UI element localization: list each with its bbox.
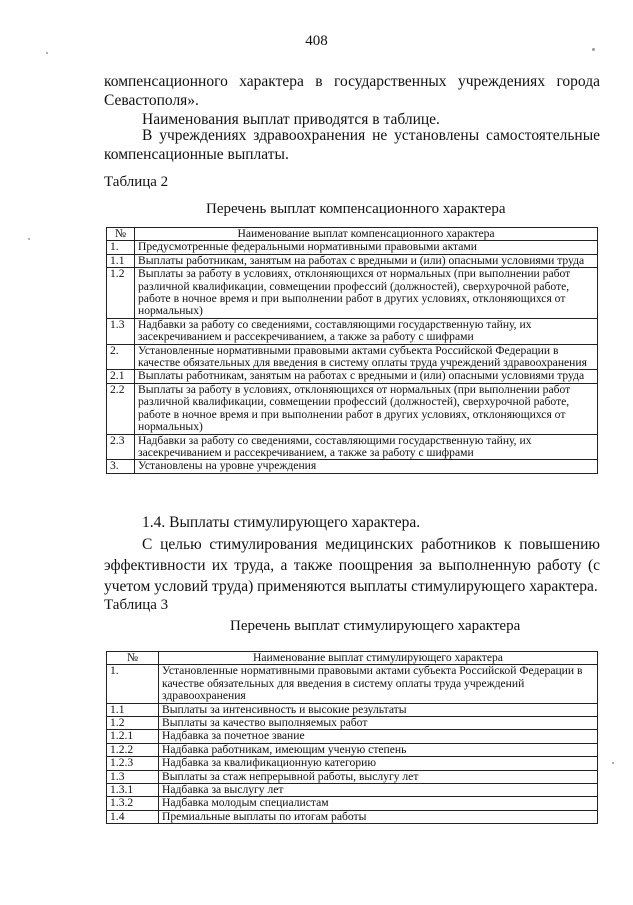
table-row bbox=[107, 784, 598, 797]
row-text: Надбавки за работу со сведениями, составляющими государственную тайну, их засекречиванием и рассекречиванием, а также за работу с шифрами bbox=[135, 318, 598, 344]
row-text: Установленные нормативными правовыми актами субъекта Российской Федерации в качестве обязательных для введения в систему оплаты труда учреждений здравоохранения bbox=[135, 344, 598, 370]
row-number: 2.1 bbox=[107, 370, 135, 383]
table-row bbox=[107, 254, 598, 267]
row-number: 1.2 bbox=[107, 717, 159, 730]
section-text: С целью стимулирования медицинских работников к повышению эффективности их труда, а также поощрения за выполненную работу (с учетом условий труда) применяются выплаты стимулирующего характера. bbox=[104, 536, 600, 595]
row-text: Надбавка работникам, имеющим ученую степень bbox=[159, 743, 598, 756]
row-number: 1.1 bbox=[107, 254, 135, 267]
table-row bbox=[107, 730, 598, 743]
table-row bbox=[107, 268, 598, 319]
scan-speck bbox=[28, 238, 30, 240]
row-number: 1.3 bbox=[107, 770, 159, 783]
column-header-name: Наименование выплат компенсационного характера bbox=[135, 228, 598, 241]
table-row bbox=[107, 241, 598, 254]
table3 bbox=[106, 651, 598, 824]
table2 bbox=[106, 227, 598, 474]
table2-title: Перечень выплат компенсационного характера bbox=[206, 201, 506, 217]
row-text: Надбавки за работу со сведениями, составляющими государственную тайну, их засекречиванием и рассекречиванием, а также за работу с шифрами bbox=[135, 434, 598, 460]
row-number: 1.1 bbox=[107, 703, 159, 716]
row-text: Выплаты работникам, занятым на работах с вредными и (или) опасными условиями труда bbox=[135, 370, 598, 383]
table-row bbox=[107, 797, 598, 810]
row-text: Выплаты за качество выполняемых работ bbox=[159, 717, 598, 730]
table2-label: Таблица 2 bbox=[104, 174, 169, 190]
row-number: 3. bbox=[107, 460, 135, 473]
table3-label: Таблица 3 bbox=[104, 597, 169, 613]
table-row bbox=[107, 770, 598, 783]
paragraph-continuation: компенсационного характера в государственных учреждениях города Севастополя». bbox=[104, 73, 600, 109]
table-row bbox=[107, 383, 598, 434]
row-text: Выплаты за работу в условиях, отклоняющихся от нормальных (при выполнении работ различной квалификации, совмещении профессий (должностей), сверхурочной работе, работе в ночное время и при выполнении работ в других условиях, отклоняющихся от нормальных) bbox=[135, 268, 598, 319]
row-text: Установлены на уровне учреждения bbox=[135, 460, 598, 473]
row-number: 1.3.1 bbox=[107, 784, 159, 797]
row-number: 1.2 bbox=[107, 268, 135, 319]
row-number: 2. bbox=[107, 344, 135, 370]
paragraph-table-note: Наименования выплат приводятся в таблице. bbox=[142, 111, 440, 128]
row-text: Надбавка за почетное звание bbox=[159, 730, 598, 743]
table-header-row bbox=[107, 652, 598, 665]
row-number: 1. bbox=[107, 241, 135, 254]
row-number: 1.3.2 bbox=[107, 797, 159, 810]
table-row bbox=[107, 743, 598, 756]
row-number: 2.3 bbox=[107, 434, 135, 460]
row-number: 1.4 bbox=[107, 810, 159, 823]
row-text: Надбавка за квалификационную категорию bbox=[159, 757, 598, 770]
table-row bbox=[107, 318, 598, 344]
scan-speck bbox=[46, 52, 48, 54]
column-header-name: Наименование выплат стимулирующего характера bbox=[159, 652, 598, 665]
table-row bbox=[107, 370, 598, 383]
table-row bbox=[107, 717, 598, 730]
column-header-number: № bbox=[107, 228, 135, 241]
row-text: Выплаты работникам, занятым на работах с вредными и (или) опасными условиями труда bbox=[135, 254, 598, 267]
section-heading: 1.4. Выплаты стимулирующего характера. bbox=[142, 514, 421, 531]
row-text: Надбавка молодым специалистам bbox=[159, 797, 598, 810]
table-row bbox=[107, 460, 598, 473]
table3-title: Перечень выплат стимулирующего характера bbox=[230, 618, 521, 634]
row-text: Премиальные выплаты по итогам работы bbox=[159, 810, 598, 823]
row-number: 2.2 bbox=[107, 383, 135, 434]
table-row bbox=[107, 703, 598, 716]
row-text: Установленные нормативными правовыми актами субъекта Российской Федерации в качестве обязательных для введения в систему оплаты труда учреждений здравоохранения bbox=[159, 665, 598, 703]
row-text: Предусмотренные федеральными нормативными правовыми актами bbox=[135, 241, 598, 254]
paragraph-no-compensation: В учреждениях здравоохранения не установлены самостоятельные компенсационные выплаты. bbox=[104, 127, 600, 163]
table-row bbox=[107, 757, 598, 770]
table-row bbox=[107, 344, 598, 370]
row-text: Надбавка за выслугу лет bbox=[159, 784, 598, 797]
row-number: 1.2.3 bbox=[107, 757, 159, 770]
scan-speck bbox=[612, 762, 614, 764]
row-number: 1.2.1 bbox=[107, 730, 159, 743]
table-row bbox=[107, 810, 598, 823]
row-number: 1.3 bbox=[107, 318, 135, 344]
row-number: 1. bbox=[107, 665, 159, 703]
row-text: Выплаты за интенсивность и высокие результаты bbox=[159, 703, 598, 716]
table-header-row bbox=[107, 228, 598, 241]
row-text: Выплаты за работу в условиях, отклоняющихся от нормальных (при выполнении работ различной квалификации, совмещении профессий (должностей), сверхурочной работе, работе в ночное время и при выполнении работ в других условиях, отклоняющихся от нормальных) bbox=[135, 383, 598, 434]
column-header-number: № bbox=[107, 652, 159, 665]
table-row bbox=[107, 665, 598, 703]
row-text: Выплаты за стаж непрерывной работы, выслугу лет bbox=[159, 770, 598, 783]
row-number: 1.2.2 bbox=[107, 743, 159, 756]
table-row bbox=[107, 434, 598, 460]
page-number: 408 bbox=[305, 33, 328, 49]
